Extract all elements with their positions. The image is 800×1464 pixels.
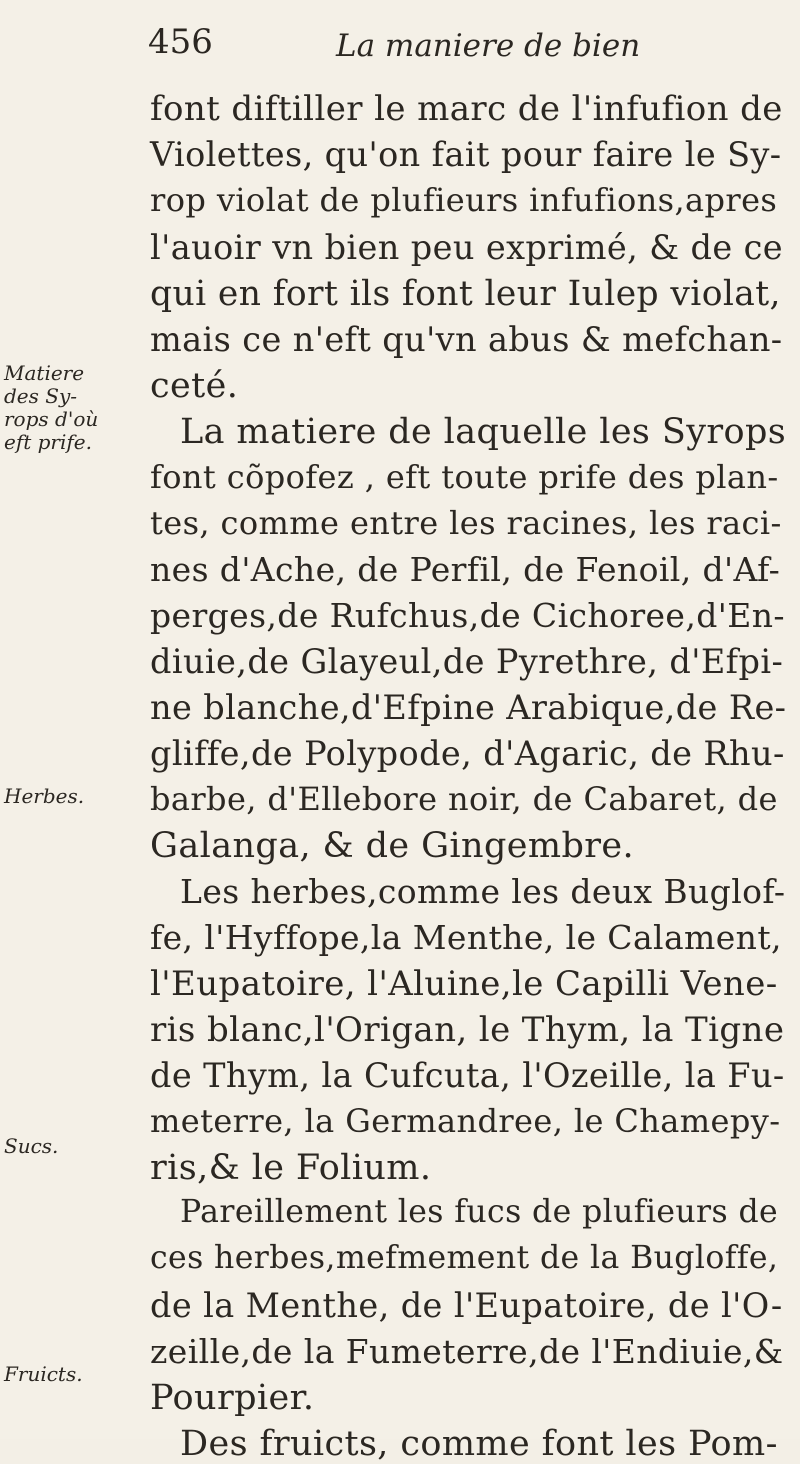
margin-note-line: Sucs.: [4, 1134, 59, 1158]
text-line: diuie,de Glayeul,de Pyrethre, d'Efpi-: [150, 642, 784, 681]
margin-note-fruicts: [4, 1363, 124, 1386]
text-line: barbe, d'Ellebore noir, de Cabaret, de: [150, 780, 778, 818]
text-line: ne blanche,d'Efpine Arabique,de Re-: [150, 688, 787, 727]
margin-note-line: Fruicts.: [4, 1362, 83, 1386]
text-line: ces herbes,mefmement de la Bugloffe,: [150, 1240, 779, 1276]
paragraph-start-line: Des fruicts, comme font les Pom-: [180, 1424, 778, 1464]
text-line: gliffe,de Polypode, d'Agaric, de Rhu-: [150, 734, 785, 773]
text-line: zeille,de la Fumeterre,de l'Endiuie,&: [150, 1332, 784, 1371]
margin-note-sucs: [4, 1135, 124, 1158]
text-line: rop violat de plufieurs infufions,apres: [150, 181, 778, 219]
margin-note-line: rops d'où: [4, 407, 99, 431]
text-line: de Thym, la Cufcuta, l'Ozeille, la Fu-: [150, 1056, 785, 1095]
margin-note-line: eft prife.: [4, 430, 92, 454]
text-line: qui en fort ils font leur Iulep violat,: [150, 274, 781, 314]
text-line: ris blanc,l'Origan, le Thym, la Tigne: [150, 1010, 785, 1050]
running-title: La maniere de bien: [336, 28, 641, 64]
paragraph-start-line: Les herbes,comme les deux Buglof-: [180, 872, 786, 911]
text-line: ceté.: [150, 366, 239, 406]
text-line: font cõpofez , eft toute prife des plan-: [150, 458, 779, 496]
text-line: nes d'Ache, de Perfil, de Fenoil, d'Af-: [150, 550, 781, 589]
text-line: l'Eupatoire, l'Aluine,le Capilli Vene-: [150, 964, 778, 1004]
margin-note-line: Herbes.: [4, 784, 85, 808]
text-line: meterre, la Germandree, le Chamepy-: [150, 1102, 781, 1140]
text-line: perges,de Rufchus,de Cichoree,d'En-: [150, 596, 785, 635]
text-line: ris,& le Folium.: [150, 1148, 432, 1188]
page-number: 456: [148, 22, 213, 62]
margin-note-line: Matiere: [4, 361, 85, 385]
text-line: Pourpier.: [150, 1378, 315, 1418]
text-line: Galanga, & de Gingembre.: [150, 826, 635, 866]
margin-note-herbes: [4, 785, 124, 808]
text-line: l'auoir vn bien peu exprimé, & de ce: [150, 228, 784, 267]
paragraph-start-line: La matiere de laquelle les Syrops: [180, 412, 787, 452]
margin-note-matiere: [4, 362, 124, 454]
text-line: Violettes, qu'on fait pour faire le Sy-: [150, 135, 782, 174]
margin-note-line: des Sy-: [4, 384, 78, 408]
paragraph-start-line: Pareillement les fucs de plufieurs de: [180, 1194, 779, 1230]
text-line: mais ce n'eft qu'vn abus & mefchan-: [150, 320, 783, 359]
page-header: [148, 22, 768, 78]
text-line: fe, l'Hyffope,la Menthe, le Calament,: [150, 918, 782, 957]
text-line: tes, comme entre les racines, les raci-: [150, 504, 782, 542]
text-line: font diftiller le marc de l'infufion de: [150, 89, 783, 129]
text-line: de la Menthe, de l'Eupatoire, de l'O-: [150, 1286, 783, 1325]
